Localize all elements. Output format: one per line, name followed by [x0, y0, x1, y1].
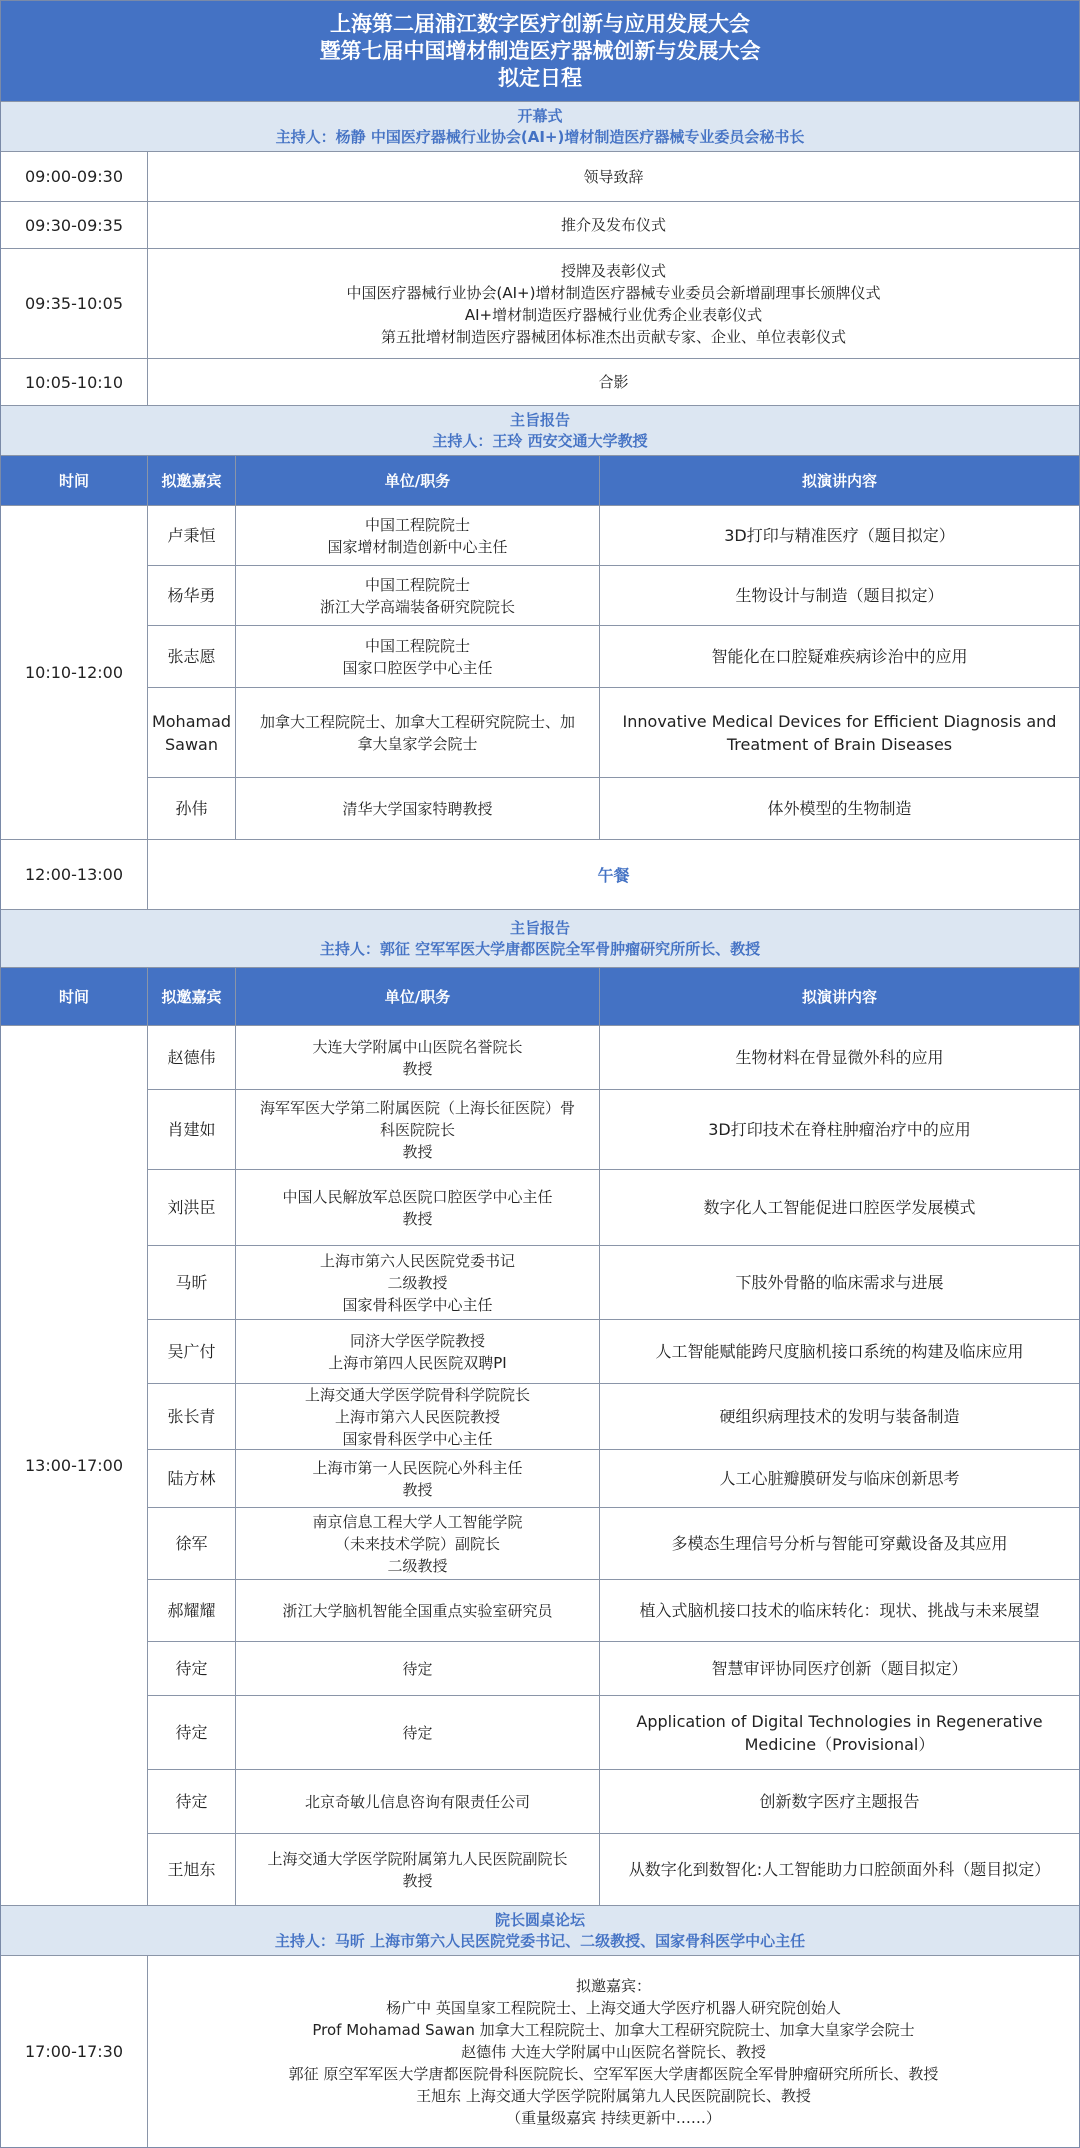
- speaker: [167, 1467, 215, 1490]
- speaker: [152, 710, 231, 756]
- topic-line: 生物材料在骨显微外科的应用: [735, 1048, 944, 1067]
- org: [267, 1848, 567, 1892]
- org: [342, 798, 492, 820]
- time-cell: 10:05-10:10: [25, 372, 123, 392]
- event: [561, 214, 666, 236]
- speaker-cell: [147, 1090, 235, 1169]
- topic-line: Treatment of Brain Diseases: [726, 734, 953, 754]
- roundtable-row: [1, 1956, 1079, 2147]
- keynote2-row: [1, 1320, 1079, 1384]
- speaker-line: 王旭东: [167, 1860, 216, 1879]
- keynote1-row: [1, 778, 1079, 840]
- topic-cell: [599, 1696, 1079, 1769]
- speaker-line: 马昕: [175, 1273, 208, 1292]
- org: [312, 1036, 522, 1080]
- org-cell: [235, 1026, 599, 1089]
- speaker-cell: [147, 626, 235, 687]
- header-org: 单位/职务: [235, 968, 599, 1025]
- topic: [711, 1657, 967, 1680]
- speaker: [175, 797, 207, 820]
- speaker-line: 待定: [175, 1723, 208, 1742]
- topic: [735, 1271, 943, 1294]
- lunch-row: [1, 840, 1079, 910]
- topic: [655, 1340, 1023, 1363]
- org: [342, 635, 492, 679]
- org: [312, 1457, 522, 1501]
- org-line: 国家骨科医学中心主任: [342, 1429, 493, 1448]
- event-line: 推介及发布仪式: [560, 216, 666, 234]
- topic-line: 3D打印与精准医疗（题目拟定）: [724, 526, 955, 545]
- event-cell: [147, 202, 1079, 248]
- org-cell: [235, 1246, 599, 1319]
- org: [320, 574, 515, 618]
- topic-cell: [599, 1834, 1079, 1905]
- org-line: 教授: [402, 1871, 433, 1890]
- org: [312, 1511, 522, 1577]
- keynote2-header: [1, 968, 1079, 1026]
- org-line: 教授: [402, 1209, 433, 1228]
- speaker: [175, 1790, 207, 1813]
- event: [347, 260, 881, 348]
- time-cell: 09:00-09:30: [25, 167, 123, 186]
- org: [320, 1250, 515, 1316]
- speaker-cell: [147, 1508, 235, 1579]
- guest-line: （重量级嘉宾 持续更新中……）: [506, 2108, 721, 2127]
- org-line: 拿大皇家学会院士: [357, 734, 478, 753]
- org-cell: [235, 1450, 599, 1507]
- speaker-cell: [147, 778, 235, 839]
- speaker: [167, 1046, 215, 1069]
- event: [598, 371, 628, 393]
- roundtable-section-name: 院长圆桌论坛: [494, 1910, 585, 1929]
- org-cell: [235, 1320, 599, 1383]
- header-topic: 拟演讲内容: [599, 456, 1079, 505]
- speaker-line: Mohamad: [151, 711, 232, 731]
- event-cell: [147, 152, 1079, 201]
- topic-line: 多模态生理信号分析与智能可穿戴设备及其应用: [671, 1534, 1008, 1553]
- speaker-cell: [147, 506, 235, 565]
- org: [305, 1384, 530, 1450]
- keynote2-row: [1, 1384, 1079, 1450]
- event-line: 授牌及表彰仪式: [560, 261, 666, 280]
- keynote1-section-name: 主旨报告: [509, 410, 570, 429]
- guest-line: 赵德伟 大连大学附属中山医院名誉院长、教授: [461, 2042, 766, 2061]
- event-line: 第五批增材制造医疗器械团体标准杰出贡献专家、企业、单位表彰仪式: [380, 327, 846, 346]
- org-line: 加拿大工程院院士、加拿大工程研究院院士、加: [259, 712, 575, 731]
- event-cell: [147, 249, 1079, 358]
- org-line: 上海市第一人民医院心外科主任: [312, 1458, 523, 1477]
- org-line: 中国人民解放军总医院口腔医学中心主任: [282, 1187, 553, 1206]
- keynote1-row: [1, 688, 1079, 778]
- keynote2-row: [1, 1450, 1079, 1508]
- org-line: 上海市第六人民医院党委书记: [319, 1251, 515, 1270]
- opening-section-host: 主持人：杨静 中国医疗器械行业协会(AI+)增材制造医疗器械专业委员会秘书长: [275, 127, 805, 146]
- event: [583, 166, 643, 188]
- guest-list-cell: [147, 1956, 1079, 2147]
- speaker-line: 张志愿: [167, 647, 216, 666]
- title-line3: 拟定日程: [498, 65, 582, 90]
- keynote1-row: [1, 626, 1079, 688]
- org-line: 中国工程院院士: [364, 515, 470, 534]
- speaker-line: 卢秉恒: [167, 526, 216, 545]
- topic: [629, 1858, 1050, 1881]
- keynote2-row: [1, 1170, 1079, 1246]
- keynote2-row: [1, 1508, 1079, 1580]
- org-line: 国家口腔医学中心主任: [342, 658, 493, 677]
- opening-section-name: 开幕式: [517, 106, 563, 125]
- speaker-cell: [147, 688, 235, 777]
- topic-cell: [599, 778, 1079, 839]
- guest-line: 杨广中 英国皇家工程院院士、上海交通大学医疗机器人研究院创始人: [386, 1998, 841, 2017]
- org-line: 大连大学附属中山医院名誉院长: [312, 1037, 523, 1056]
- speaker: [167, 1858, 215, 1881]
- org-cell: [235, 688, 599, 777]
- keynote2-row: [1, 1642, 1079, 1696]
- speaker-cell: [147, 1450, 235, 1507]
- org-cell: [235, 1508, 599, 1579]
- keynote2-row: [1, 1696, 1079, 1770]
- title-line1: 上海第二届浦江数字医疗创新与应用发展大会: [330, 11, 750, 36]
- topic-line: 创新数字医疗主题报告: [759, 1792, 920, 1811]
- org: [402, 1722, 432, 1744]
- keynote2-row: [1, 1580, 1079, 1642]
- org-line: 清华大学国家特聘教授: [342, 799, 493, 818]
- org-line: 教授: [402, 1059, 433, 1078]
- speaker: [167, 584, 215, 607]
- org-line: 上海交通大学医学院附属第九人民医院副院长: [267, 1849, 568, 1868]
- topic-cell: [599, 1026, 1079, 1089]
- speaker: [175, 1657, 207, 1680]
- speaker-cell: [147, 1026, 235, 1089]
- speaker-cell: [147, 1580, 235, 1641]
- speaker: [167, 645, 215, 668]
- speaker: [167, 1405, 215, 1428]
- speaker-cell: [147, 566, 235, 625]
- speaker-cell: [147, 1384, 235, 1449]
- org-line: 二级教授: [387, 1273, 448, 1292]
- opening-row: [1, 249, 1079, 359]
- topic-cell: [599, 626, 1079, 687]
- org: [282, 1600, 552, 1622]
- topic-cell: [599, 1384, 1079, 1449]
- org-cell: [235, 778, 599, 839]
- topic-line: Innovative Medical Devices for Efficient Diagnosis and: [622, 711, 1057, 731]
- speaker-line: 肖建如: [167, 1120, 216, 1139]
- topic-line: 智慧审评协同医疗创新（题目拟定）: [711, 1659, 968, 1678]
- speaker-line: 郝耀耀: [167, 1601, 216, 1620]
- org-cell: [235, 1384, 599, 1449]
- topic: [759, 1790, 919, 1813]
- topic-cell: [599, 1580, 1079, 1641]
- topic: [639, 1599, 1039, 1622]
- org-line: 国家骨科医学中心主任: [342, 1295, 493, 1314]
- speaker: [167, 1599, 215, 1622]
- topic-line: 下肢外骨骼的临床需求与进展: [735, 1273, 944, 1292]
- org-line: 教授: [402, 1142, 433, 1161]
- org: [260, 1097, 575, 1163]
- header-topic: 拟演讲内容: [599, 968, 1079, 1025]
- org: [305, 1791, 530, 1813]
- time-cell: 12:00-13:00: [25, 865, 123, 884]
- topic-line: 硬组织病理技术的发明与装备制造: [719, 1407, 960, 1426]
- keynote2-time-row: [1, 1026, 147, 1906]
- org-cell: [235, 1580, 599, 1641]
- keynote2-row: [1, 1246, 1079, 1320]
- speaker-line: 吴广付: [167, 1342, 216, 1361]
- speaker-cell: [147, 1834, 235, 1905]
- org-cell: [235, 506, 599, 565]
- event-line: 合影: [598, 373, 629, 391]
- time-cell: 13:00-17:00: [25, 1456, 123, 1475]
- topic: [719, 1405, 959, 1428]
- lunch-label: 午餐: [147, 840, 1079, 909]
- topic: [703, 1196, 975, 1219]
- speaker: [175, 1532, 207, 1555]
- guest-line: 拟邀嘉宾：: [575, 1976, 651, 1995]
- topic-cell: [599, 1170, 1079, 1245]
- org-line: （未来技术学院）副院长: [334, 1534, 500, 1553]
- speaker: [167, 1340, 215, 1363]
- topic-line: 人工心脏瓣膜研发与临床创新思考: [719, 1469, 960, 1488]
- keynote1-section-host: 主持人：王玲 西安交通大学教授: [432, 431, 648, 450]
- topic-cell: [599, 1450, 1079, 1507]
- speaker-line: 张长青: [167, 1407, 216, 1426]
- topic-line: 3D打印技术在脊柱肿瘤治疗中的应用: [708, 1120, 971, 1139]
- org-line: 国家增材制造创新中心主任: [327, 537, 508, 556]
- opening-row: [1, 202, 1079, 249]
- speaker-line: Sawan: [165, 734, 218, 754]
- topic: [711, 645, 967, 668]
- org-cell: [235, 1696, 599, 1769]
- time-cell: 17:00-17:30: [25, 2042, 123, 2061]
- title-banner: [1, 1, 1079, 102]
- org-line: 二级教授: [387, 1556, 448, 1575]
- topic: [708, 1118, 971, 1141]
- topic: [767, 797, 911, 820]
- org-line: 北京奇敏儿信息咨询有限责任公司: [304, 1792, 530, 1811]
- keynote2-section: [1, 910, 1079, 968]
- org-cell: [235, 1770, 599, 1833]
- speaker-line: 杨华勇: [167, 586, 216, 605]
- speaker-line: 陆方林: [167, 1469, 216, 1488]
- topic-line: 体外模型的生物制造: [767, 799, 912, 818]
- guest-line: 郭征 原空军军医大学唐都医院骨科医院院长、空军军医大学唐都医院全军骨肿瘤研究所所长、教授: [288, 2064, 939, 2083]
- speaker: [175, 1271, 207, 1294]
- topic-line: 从数字化到数智化:人工智能助力口腔颌面外科（题目拟定）: [628, 1860, 1051, 1879]
- keynote2-row: [1, 1834, 1079, 1906]
- keynote2-row: [1, 1090, 1079, 1170]
- header-org: 单位/职务: [235, 456, 599, 505]
- org-line: 同济大学医学院教授: [349, 1331, 485, 1350]
- opening-section: [1, 102, 1079, 152]
- keynote1-section: [1, 406, 1079, 456]
- opening-row: [1, 359, 1079, 406]
- event-cell: [147, 359, 1079, 405]
- event-line: 中国医疗器械行业协会(AI+)增材制造医疗器械专业委员会新增副理事长颁牌仪式: [346, 283, 881, 302]
- speaker: [175, 1721, 207, 1744]
- topic-line: 人工智能赋能跨尺度脑机接口系统的构建及临床应用: [655, 1342, 1024, 1361]
- event-line: AI+增材制造医疗器械行业优秀企业表彰仪式: [464, 305, 763, 324]
- keynote1-time-row: [1, 506, 147, 840]
- org-cell: [235, 1090, 599, 1169]
- speaker-cell: [147, 1320, 235, 1383]
- org-line: 南京信息工程大学人工智能学院: [312, 1512, 523, 1531]
- org: [328, 1330, 506, 1374]
- topic-line: 数字化人工智能促进口腔医学发展模式: [703, 1198, 976, 1217]
- time-cell: 09:35-10:05: [25, 294, 123, 313]
- org-line: 浙江大学高端装备研究院院长: [319, 597, 515, 616]
- guest-line: 王旭东 上海交通大学医学院附属第九人民医院副院长、教授: [416, 2086, 811, 2105]
- topic-cell: [599, 1090, 1079, 1169]
- header-time: 时间: [58, 472, 89, 490]
- org-cell: [235, 1642, 599, 1695]
- org-line: 待定: [402, 1723, 433, 1742]
- speaker-cell: [147, 1770, 235, 1833]
- opening-row: [1, 152, 1079, 202]
- topic-line: 生物设计与制造（题目拟定）: [735, 586, 944, 605]
- keynote2-row: [1, 1026, 1079, 1090]
- speaker-line: 孙伟: [175, 799, 208, 818]
- event-line: 领导致辞: [583, 167, 644, 186]
- org-line: 待定: [402, 1659, 433, 1678]
- speaker-line: 赵德伟: [167, 1048, 216, 1067]
- org-line: 上海市第四人民医院双聘PI: [328, 1353, 507, 1372]
- guest-line: Prof Mohamad Sawan 加拿大工程院院士、加拿大工程研究院院士、加拿大皇家学会院士: [312, 2020, 915, 2039]
- topic: [623, 710, 1057, 756]
- topic-cell: [599, 566, 1079, 625]
- topic: [636, 1710, 1042, 1756]
- org-line: 浙江大学脑机智能全国重点实验室研究员: [282, 1601, 553, 1620]
- topic: [735, 1046, 943, 1069]
- topic-cell: [599, 1246, 1079, 1319]
- header-time: 时间: [58, 988, 89, 1006]
- topic-cell: [599, 506, 1079, 565]
- speaker: [167, 1196, 215, 1219]
- org: [402, 1658, 432, 1680]
- roundtable-section-host: 主持人：马昕 上海市第六人民医院党委书记、二级教授、国家骨科医学中心主任: [274, 1931, 806, 1950]
- topic-line: 植入式脑机接口技术的临床转化：现状、挑战与未来展望: [639, 1601, 1040, 1620]
- keynote1-row: [1, 566, 1079, 626]
- org-cell: [235, 626, 599, 687]
- speaker-cell: [147, 1170, 235, 1245]
- org-line: 教授: [402, 1480, 433, 1499]
- topic: [735, 584, 943, 607]
- org-cell: [235, 566, 599, 625]
- topic-line: 智能化在口腔疑难疾病诊治中的应用: [711, 647, 968, 666]
- speaker-line: 徐军: [175, 1534, 208, 1553]
- title-line2: 暨第七届中国增材制造医疗器械创新与发展大会: [319, 38, 761, 63]
- keynote2-section-host: 主持人：郭征 空军军医大学唐都医院全军骨肿瘤研究所所长、教授: [319, 939, 761, 958]
- topic-cell: [599, 688, 1079, 777]
- topic-line: Medicine（Provisional）: [744, 1734, 935, 1754]
- org-line: 上海市第六人民医院教授: [334, 1407, 500, 1426]
- org: [282, 1186, 552, 1230]
- keynote1-header: [1, 456, 1079, 506]
- topic-line: Application of Digital Technologies in Regenerative: [636, 1711, 1043, 1731]
- speaker-cell: [147, 1696, 235, 1769]
- org-line: 中国工程院院士: [364, 636, 470, 655]
- speaker-line: 待定: [175, 1659, 208, 1678]
- time-cell: 09:30-09:35: [25, 215, 123, 235]
- keynote2-row: [1, 1770, 1079, 1834]
- header-speaker: 拟邀嘉宾: [147, 968, 235, 1025]
- org-cell: [235, 1170, 599, 1245]
- org-line: 上海交通大学医学院骨科学院院长: [304, 1385, 530, 1404]
- org-line: 海军军医大学第二附属医院（上海长征医院）骨: [259, 1098, 575, 1117]
- org-cell: [235, 1834, 599, 1905]
- org-line: 科医院院长: [379, 1120, 455, 1139]
- org: [260, 711, 575, 755]
- keynote1-row: [1, 506, 1079, 566]
- roundtable-section: [1, 1906, 1079, 1956]
- speaker-line: 刘洪臣: [167, 1198, 216, 1217]
- keynote2-section-name: 主旨报告: [509, 918, 570, 937]
- header-speaker: 拟邀嘉宾: [147, 456, 235, 505]
- speaker-cell: [147, 1246, 235, 1319]
- topic-cell: [599, 1770, 1079, 1833]
- guest: [289, 1975, 939, 2129]
- topic-cell: [599, 1508, 1079, 1579]
- topic: [719, 1467, 959, 1490]
- org-line: 中国工程院院士: [364, 575, 470, 594]
- topic-cell: [599, 1642, 1079, 1695]
- speaker-cell: [147, 1642, 235, 1695]
- speaker: [167, 1118, 215, 1141]
- speaker: [167, 524, 215, 547]
- speaker-line: 待定: [175, 1792, 208, 1811]
- topic-cell: [599, 1320, 1079, 1383]
- topic: [724, 524, 955, 547]
- org: [327, 514, 507, 558]
- topic: [671, 1532, 1007, 1555]
- time-cell: 10:10-12:00: [25, 663, 123, 682]
